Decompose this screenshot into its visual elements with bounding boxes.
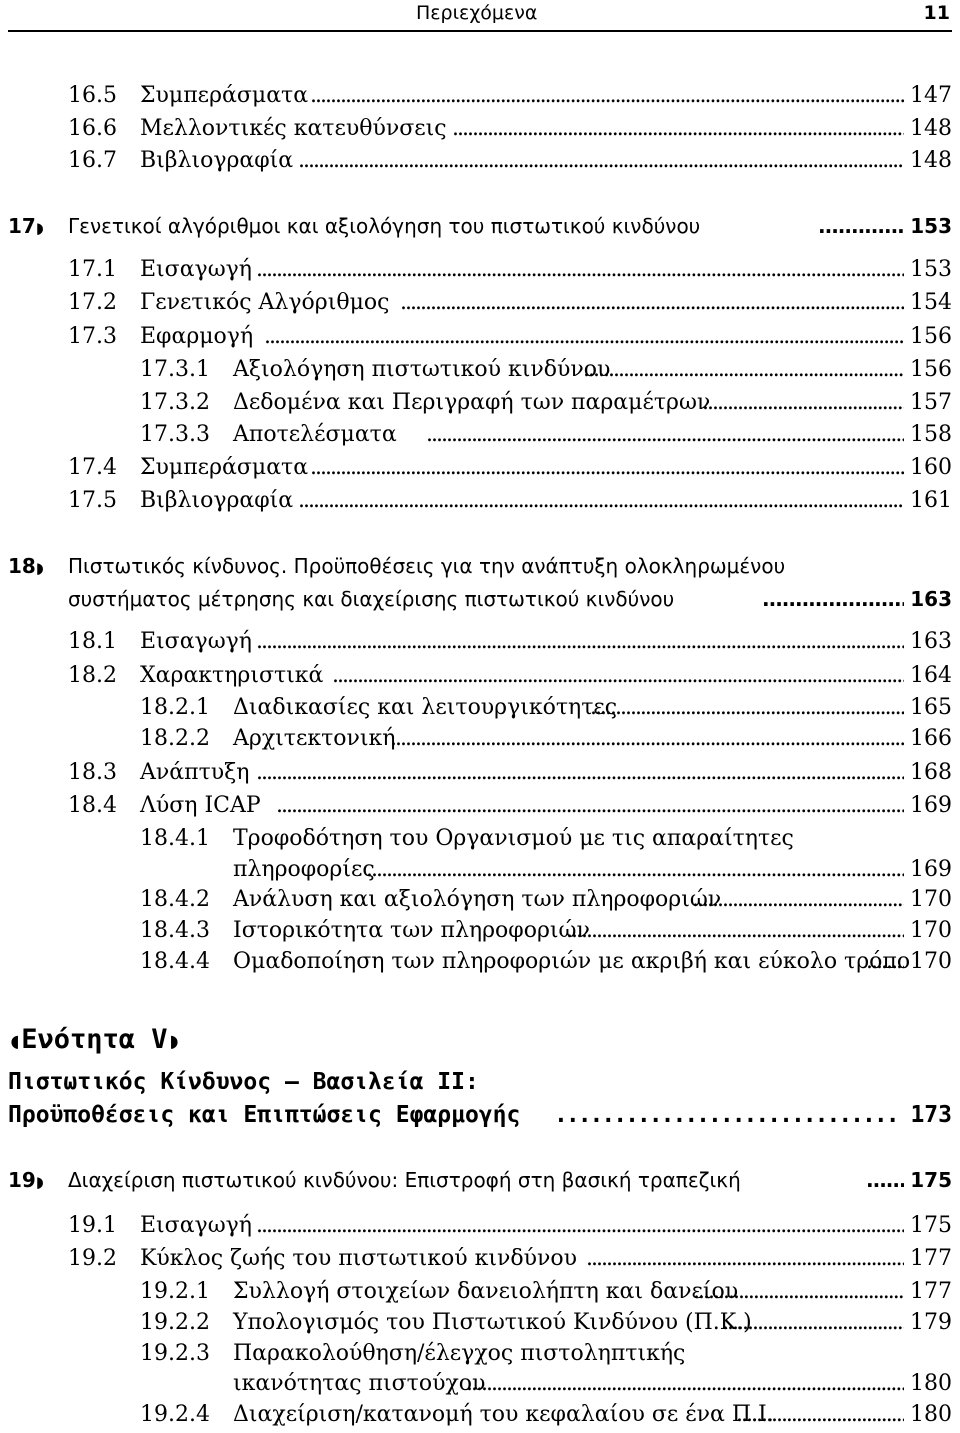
dot-leader [366,857,904,882]
toc-subentry-continuation[interactable] [0,1369,960,1399]
chapter-page: 163 [910,587,952,611]
entry-label: Ανάλυση και αξιολόγηση των πληροφοριών [233,887,722,912]
toc-subentry[interactable] [0,388,960,418]
dot-leader [256,1213,904,1238]
dot-leader [426,422,904,447]
dot-leader [762,587,904,611]
entry-label: Συμπεράσματα [140,83,309,108]
dot-leader [702,390,904,415]
dot-leader [400,290,904,315]
chapter-number: 18◗ [8,554,44,578]
part-title-line1-text: Πιστωτικός Κίνδυνος — Βασιλεία ΙΙ: [8,1069,479,1095]
part-title-line2[interactable] [8,1102,952,1134]
dot-leader [298,488,904,513]
dot-leader [332,663,904,688]
chapter-label: Πιστωτικός κίνδυνος. Προϋποθέσεις για την ανάπτυξη ολοκληρωμένου [68,554,786,578]
chapter-number: 17◗ [8,214,44,238]
entry-number: 19.2.4 [140,1402,210,1427]
entry-number: 16.6 [68,116,117,141]
toc-entry[interactable] [0,255,960,285]
entry-label: Μελλοντικές κατευθύνσεις [140,116,447,141]
toc-subentry[interactable] [0,824,960,854]
entry-number: 18.2.1 [140,695,210,720]
toc-entry[interactable] [0,146,960,176]
toc-entry[interactable] [0,661,960,691]
entry-page: 164 [910,663,952,688]
entry-page: 161 [910,488,952,513]
entry-label: Γενετικός Αλγόριθμος [140,290,390,315]
dot-leader [566,918,904,943]
toc-subentry[interactable] [0,355,960,385]
entry-number: 17.1 [68,257,117,282]
entry-label-continuation: ικανότητας πιστούχου [233,1371,486,1396]
entry-number: 17.2 [68,290,117,315]
toc-entry[interactable] [0,1244,960,1274]
dot-leader [692,887,904,912]
entry-label: Αξιολόγηση πιστωτικού κινδύνου [233,357,611,382]
entry-page: 166 [910,726,952,751]
entry-page: 168 [910,760,952,785]
toc-entry[interactable] [0,486,960,516]
entry-label: Συλλογή στοιχείων δανειολήπτη και δανείου [233,1279,739,1304]
entry-page: 180 [910,1402,952,1427]
dot-leader [722,1310,904,1335]
entry-label: Τροφοδότηση του Οργανισμού με τις απαραίτητες [233,826,794,851]
entry-number: 18.2.2 [140,726,210,751]
entry-number: 18.1 [68,629,117,654]
chapter-label: Γενετικοί αλγόριθμοι και αξιολόγηση του πιστωτικού κινδύνου [68,214,701,238]
dot-leader [256,629,904,654]
entry-label: Συμπεράσματα [140,455,309,480]
entry-number: 16.5 [68,83,117,108]
dot-leader [256,760,904,785]
entry-page: 147 [910,83,952,108]
chapter-number: 19◗ [8,1168,44,1192]
chapter-page: 175 [910,1168,952,1192]
entry-page: 170 [910,918,952,943]
right-half-circle-icon: ◗ [35,219,44,237]
entry-number: 18.4.4 [140,949,210,974]
entry-page: 148 [910,148,952,173]
dot-leader [276,793,904,818]
dot-leader [586,1246,904,1271]
entry-number: 17.3.1 [140,357,210,382]
entry-number: 19.2.2 [140,1310,210,1335]
toc-subentry[interactable] [0,420,960,450]
entry-label: Διαδικασίες και λειτουργικότητες [233,695,618,720]
toc-entry[interactable] [0,322,960,352]
toc-subentry[interactable] [0,693,960,723]
toc-entry[interactable] [0,627,960,657]
dot-leader [866,949,904,974]
toc-chapter-entry[interactable] [0,551,960,581]
entry-label: Εφαρμογή [140,324,254,349]
dot-leader [264,324,904,349]
part-heading-text: Ενότητα V [21,1024,168,1055]
dot-leader [693,1279,904,1304]
entry-number: 19.2.3 [140,1341,210,1366]
entry-number: 18.3 [68,760,117,785]
entry-number: 17.5 [68,488,117,513]
entry-label: Ανάπτυξη [140,760,250,785]
toc-entry[interactable] [0,453,960,483]
entry-page: 154 [910,290,952,315]
entry-page: 180 [910,1371,952,1396]
toc-chapter-entry[interactable] [0,1165,960,1195]
part-title-line1 [8,1069,952,1101]
entry-label: Δεδομένα και Περιγραφή των παραμέτρων [233,390,711,415]
entry-label: Ομαδοποίηση των πληροφοριών με ακριβή και εύκολο τρόπο [233,949,911,974]
toc-subentry[interactable] [0,724,960,754]
dot-leader [298,148,904,173]
entry-label-continuation: πληροφορίες [233,857,375,882]
entry-number: 19.2.1 [140,1279,210,1304]
entry-label: Παρακολούθηση/έλεγχος πιστοληπτικής [233,1341,686,1366]
entry-label: Βιβλιογραφία [140,488,294,513]
entry-page: 169 [910,857,952,882]
toc-subentry[interactable] [0,885,960,915]
dot-leader [583,357,904,382]
entry-label: Εισαγωγή [140,629,252,654]
entry-page: 156 [910,324,952,349]
entry-label: Εισαγωγή [140,1213,252,1238]
toc-subentry[interactable] [0,1308,960,1338]
entry-number: 18.4 [68,793,117,818]
entry-number: 17.3.3 [140,422,210,447]
entry-number: 17.4 [68,455,117,480]
toc-entry[interactable] [0,758,960,788]
entry-page: 160 [910,455,952,480]
header-page-number: 11 [923,2,950,24]
dot-leader [310,83,904,108]
entry-page: 163 [910,629,952,654]
toc-entry[interactable] [0,81,960,111]
entry-label: Αρχιτεκτονική [233,726,396,751]
entry-number: 19.2 [68,1246,117,1271]
entry-page: 169 [910,793,952,818]
toc-subentry-continuation[interactable] [0,855,960,885]
chapter-label: Διαχείριση πιστωτικού κινδύνου: Επιστροφή στη βασική τραπεζική [68,1168,741,1192]
entry-number: 19.1 [68,1213,117,1238]
toc-entry[interactable] [0,288,960,318]
entry-page: 165 [910,695,952,720]
entry-label: Χαρακτηριστικά [140,663,324,688]
header-title: Περιεχόμενα [416,2,538,24]
entry-number: 16.7 [68,148,117,173]
toc-entry[interactable] [0,791,960,821]
entry-page: 179 [910,1310,952,1335]
entry-page: 177 [910,1246,952,1271]
left-half-circle-icon: ◖ [8,1029,22,1054]
part-page: 173 [910,1102,952,1128]
entry-page: 170 [910,949,952,974]
entry-label: Βιβλιογραφία [140,148,294,173]
entry-number: 18.4.3 [140,918,210,943]
entry-number: 18.4.2 [140,887,210,912]
entry-page: 170 [910,887,952,912]
toc-entry[interactable] [0,114,960,144]
entry-page: 157 [910,390,952,415]
dot-leader [452,116,904,141]
entry-number: 18.2 [68,663,117,688]
dot-leader [390,726,904,751]
chapter-page: 153 [910,214,952,238]
entry-label: Αποτελέσματα [233,422,397,447]
toc-chapter-entry-continuation[interactable] [0,584,960,614]
toc-subentry[interactable] [0,1400,960,1430]
page-header [8,0,952,32]
toc-subentry[interactable] [0,916,960,946]
entry-number: 18.4.1 [140,826,210,851]
toc-entry[interactable] [0,1211,960,1241]
entry-number: 17.3.2 [140,390,210,415]
toc-subentry[interactable] [0,1339,960,1369]
entry-label: Υπολογισμός του Πιστωτικού Κινδύνου (Π.Κ.) [233,1310,752,1335]
right-half-circle-icon: ◗ [167,1029,181,1054]
chapter-label-continuation: συστήματος μέτρησης και διαχείρισης πιστωτικού κινδύνου [68,587,675,611]
dot-leader [590,695,904,720]
toc-subentry[interactable] [0,947,960,977]
entry-label: Λύση ICAP [140,793,261,818]
entry-page: 148 [910,116,952,141]
entry-page: 153 [910,257,952,282]
dot-leader [818,214,904,238]
dot-leader [736,1402,904,1427]
dot-leader [866,1168,904,1192]
entry-label: Διαχείριση/κατανομή του κεφαλαίου σε ένα Π.Ι. [233,1402,774,1427]
entry-label: Εισαγωγή [140,257,252,282]
entry-page: 158 [910,422,952,447]
entry-label: Ιστορικότητα των πληροφοριών [233,918,590,943]
part-title-line2-text: Προϋποθέσεις και Επιπτώσεις Εφαρμογής [8,1102,521,1128]
dot-leader [256,257,904,282]
right-half-circle-icon: ◗ [35,1173,44,1191]
dot-leader [554,1102,896,1128]
toc-subentry[interactable] [0,1277,960,1307]
entry-page: 156 [910,357,952,382]
toc-chapter-entry[interactable] [0,211,960,241]
dot-leader [310,455,904,480]
part-heading[interactable] [8,1024,181,1055]
entry-page: 175 [910,1213,952,1238]
entry-number: 17.3 [68,324,117,349]
dot-leader [466,1371,904,1396]
right-half-circle-icon: ◗ [35,559,44,577]
entry-label: Κύκλος ζωής του πιστωτικού κινδύνου [140,1246,577,1271]
entry-page: 177 [910,1279,952,1304]
